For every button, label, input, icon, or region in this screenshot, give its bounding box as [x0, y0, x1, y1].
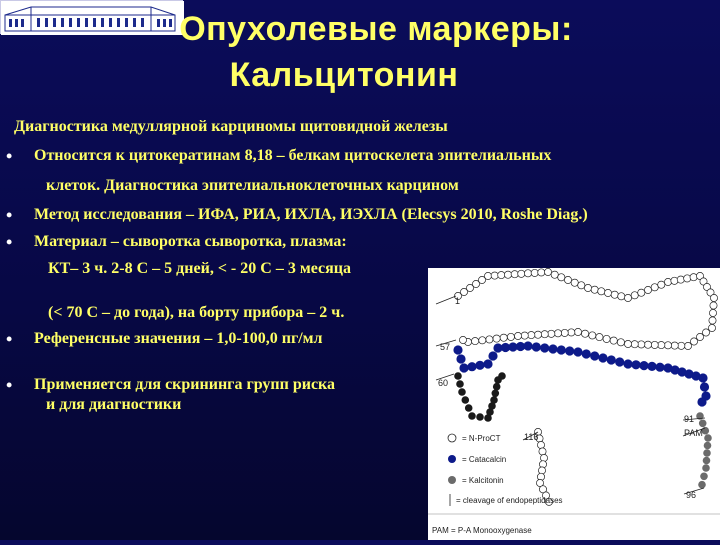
bead	[561, 329, 568, 336]
residue-number: 60	[438, 378, 449, 388]
bead	[537, 441, 544, 448]
bead	[644, 341, 651, 348]
bullet-continuation: клеток. Диагностика эпителиальноклеточных карцином	[46, 177, 459, 194]
bead	[671, 277, 678, 284]
bead	[475, 361, 484, 370]
bead	[488, 351, 497, 360]
bead	[710, 294, 717, 301]
bead	[624, 340, 631, 347]
bead	[492, 390, 500, 398]
bead	[703, 457, 711, 465]
bead	[638, 341, 645, 348]
nproct-swatch-icon	[448, 434, 456, 442]
bead	[538, 269, 545, 276]
bead	[610, 337, 617, 344]
bead	[617, 339, 624, 346]
bead	[486, 336, 493, 343]
bead	[690, 338, 697, 345]
bead	[704, 442, 712, 450]
bead	[458, 388, 466, 396]
bead	[524, 270, 531, 277]
bead	[598, 353, 607, 362]
bead	[493, 335, 500, 342]
bullet-dot-icon: •	[6, 329, 13, 349]
bead	[476, 413, 484, 421]
bead	[479, 337, 486, 344]
bead	[702, 329, 709, 336]
bead	[698, 373, 707, 382]
bead	[631, 360, 640, 369]
bead	[589, 332, 596, 339]
bead	[684, 342, 691, 349]
bead	[514, 332, 521, 339]
bead	[658, 342, 665, 349]
bead	[684, 275, 691, 282]
bead	[554, 330, 561, 337]
bead	[465, 404, 473, 412]
bead	[708, 324, 715, 331]
bullet-continuation: (< 70 С – до года), на борту прибора – 2 ч.	[48, 304, 345, 321]
bead	[603, 335, 610, 342]
bead	[703, 449, 711, 457]
bullet-text: Референсные значения – 1,0-100,0 пг/мл	[34, 330, 323, 347]
bead	[540, 343, 549, 352]
bullet-continuation: и для диагностики	[46, 396, 182, 413]
catacalcin-swatch-icon	[448, 455, 456, 463]
bead	[532, 342, 541, 351]
bead	[697, 397, 706, 406]
bead	[591, 286, 598, 293]
bead	[651, 341, 658, 348]
bead	[644, 286, 651, 293]
bead	[539, 448, 546, 455]
bead	[582, 349, 591, 358]
bead	[709, 317, 716, 324]
bead	[651, 284, 658, 291]
bead	[638, 289, 645, 296]
bead	[498, 372, 506, 380]
bead	[511, 271, 518, 278]
bead	[565, 346, 574, 355]
bead	[456, 380, 464, 388]
bullet-dot-icon: •	[6, 205, 13, 225]
bead	[671, 342, 678, 349]
bead	[696, 333, 703, 340]
bullet-dot-icon: •	[6, 232, 13, 252]
bead	[518, 270, 525, 277]
bead	[624, 294, 631, 301]
bead	[678, 342, 685, 349]
bead	[483, 359, 492, 368]
bead	[490, 396, 498, 404]
bead	[604, 289, 611, 296]
bead	[548, 330, 555, 337]
bead	[459, 363, 468, 372]
residue-number: 116	[524, 432, 539, 442]
bead	[590, 351, 599, 360]
bead	[534, 331, 541, 338]
bead	[456, 354, 465, 363]
bead	[664, 278, 671, 285]
bead	[541, 331, 548, 338]
kalcitonin-swatch-icon	[448, 476, 456, 484]
bead	[568, 329, 575, 336]
bead	[709, 309, 716, 316]
bead	[690, 274, 697, 281]
page-subtitle-title: Кальцитонин	[229, 56, 459, 94]
bead	[491, 272, 498, 279]
bullet-text: Применяется для скрининга групп риска	[34, 376, 336, 393]
bullet-text: Относится к цитокератинам 8,18 – белкам цитоскелета эпителиальных	[34, 147, 552, 164]
legend-label: = Catacalcin	[462, 455, 507, 464]
bullet-item	[6, 205, 688, 225]
bead	[582, 330, 589, 337]
bead	[551, 271, 558, 278]
bead	[557, 345, 566, 354]
bead	[704, 434, 712, 442]
residue-number: 1	[455, 296, 461, 306]
bead	[462, 396, 470, 404]
section-heading: Диагностика медуллярной карциномы щитовидной железы	[14, 118, 448, 135]
bead	[459, 336, 466, 343]
bead	[548, 344, 557, 353]
bead	[623, 359, 632, 368]
bead	[584, 284, 591, 291]
bead	[454, 372, 462, 380]
bead	[507, 333, 514, 340]
bead	[615, 357, 624, 366]
bead	[655, 363, 664, 372]
bead	[472, 338, 479, 345]
bullet-text: Материал – сыворотка сыворотка, плазма:	[34, 233, 347, 250]
bead	[468, 412, 476, 420]
legend-label: = cleavage of endopeptidases	[456, 496, 563, 505]
bead	[573, 347, 582, 356]
bead	[664, 342, 671, 349]
bead	[564, 276, 571, 283]
bead	[611, 291, 618, 298]
bead	[700, 382, 709, 391]
kalcitonin-chain	[454, 372, 712, 488]
bead	[677, 276, 684, 283]
bead	[700, 473, 708, 481]
legend-footer: PAM = P-A Monooxygenase	[432, 526, 532, 535]
bead	[493, 383, 501, 391]
bullet-item	[6, 232, 688, 252]
bead	[498, 272, 505, 279]
bead	[528, 332, 535, 339]
bead	[596, 334, 603, 341]
bullet-continuation: КТ– 3 ч. 2-8 С – 5 дней, < - 20 С – 3 месяца	[48, 260, 351, 277]
bead	[504, 271, 511, 278]
bead	[631, 341, 638, 348]
bead	[607, 355, 616, 364]
bead	[500, 334, 507, 341]
bead	[702, 464, 710, 472]
peptide-chain-figure	[428, 268, 720, 540]
bead	[598, 288, 605, 295]
bead	[631, 292, 638, 299]
bead	[523, 341, 532, 350]
residue-number: 57	[440, 342, 451, 352]
bead	[578, 282, 585, 289]
bead	[484, 272, 491, 279]
bead	[710, 302, 717, 309]
bead	[647, 362, 656, 371]
bead	[521, 332, 528, 339]
bullet-item	[6, 146, 688, 166]
bullet-dot-icon: •	[6, 146, 13, 166]
calcitonin-structure-diagram	[428, 268, 720, 540]
bead	[618, 293, 625, 300]
bead	[639, 361, 648, 370]
bead	[699, 420, 707, 428]
bead	[698, 481, 706, 489]
bead	[558, 274, 565, 281]
bead	[467, 362, 476, 371]
legend-label: = Kalcitonin	[462, 476, 504, 485]
bead	[571, 279, 578, 286]
bead	[544, 268, 551, 275]
bullet-dot-icon: •	[6, 375, 13, 395]
bullet-text: Метод исследования – ИФА, РИА, ИХЛА, ИЭХЛА (Elecsys 2010, Roshe Diag.)	[34, 206, 588, 223]
bead	[531, 269, 538, 276]
bead	[453, 345, 462, 354]
residue-number: 96	[686, 490, 697, 500]
residue-number: 91	[684, 414, 695, 424]
bead	[574, 328, 581, 335]
legend-label: = N-ProCT	[462, 434, 501, 443]
page-title: Опухолевые маркеры:	[179, 10, 573, 48]
bead	[658, 281, 665, 288]
pam-label: PAM	[684, 428, 703, 438]
